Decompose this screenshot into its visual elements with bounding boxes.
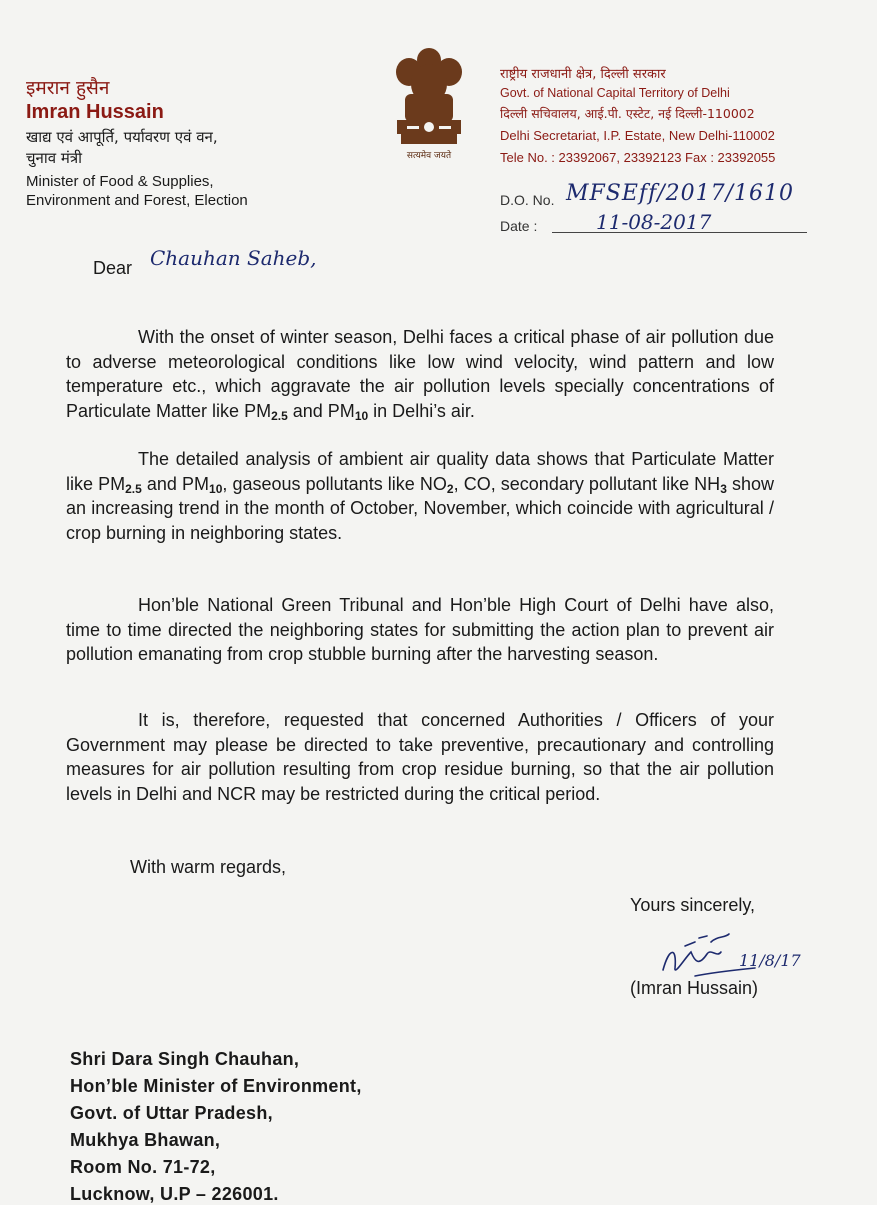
govt-name: Govt. of National Capital Territory of Delhi [500, 86, 730, 100]
office-address-hindi: दिल्ली सचिवालय, आई.पी. एस्टेट, नई दिल्ली-110002 [500, 106, 755, 121]
minister-name-hindi: इमरान हुसैन [26, 77, 110, 99]
signature-date: 11/8/17 [739, 951, 801, 970]
signer-name: (Imran Hussain) [630, 978, 759, 998]
paragraph-2: The detailed analysis of ambient air quality data shows that Particulate Matter like $PM_{2.5}$ and $PM_{10}$, gaseous pollutants like $NO_2$, CO, secondary pollutant like $NH_3$ show an increasing trend in the month of October, November, which coincide with agricultural / crop burning in neighboring states. [66, 449, 774, 543]
phone-fax: Tele No. : 23392067, 23392123 Fax : 23392055 [500, 150, 776, 165]
paragraph-4: It is, therefore, requested that concerned Authorities / Officers of your Government may please be directed to take preventive, precautionary and controlling measures for air pollution resulting from crop residue burning, so that the air pollution levels in Delhi and NCR may be restricted during the critical period. [66, 710, 774, 804]
salutation: Dear [93, 258, 133, 278]
do-number-value: MFSEff/2017/1610 [566, 181, 795, 206]
office-address: Delhi Secretariat, I.P. Estate, New Delhi-110002 [500, 128, 775, 143]
emblem-caption: सत्यमेव जयते [406, 151, 452, 161]
paragraph-1: With the onset of winter season, Delhi faces a critical phase of air pollution due to adverse meteorological conditions like low wind velocity, wind pattern and low temperature etc., which aggravate the air pollution levels specially concentrations of Particulate Matter like $PM_{2.5}$ and $PM_{10}$ in Delhi’s air. [66, 327, 774, 423]
paragraph-3: Hon’ble National Green Tribunal and Hon’ble High Court of Delhi have also, time to time directed the neighboring states for submitting the action plan to prevent air pollution emanating from crop stubble burning after the harvesting season. [66, 595, 774, 664]
recipient-line: Shri Dara Singh Chauhan, [70, 1049, 300, 1069]
date-underline [552, 232, 807, 233]
ministry-hindi-line2: चुनाव मंत्री [26, 149, 82, 167]
recipient-line: Lucknow, U.P – 226001. [70, 1184, 279, 1204]
ministry-line1: Minister of Food & Supplies, [26, 173, 214, 190]
date-label: Date : [500, 218, 538, 234]
date-value: 11-08-2017 [596, 210, 712, 234]
salutation-handwritten: Chauhan Saheb, [150, 246, 317, 270]
recipient-line: Hon’ble Minister of Environment, [70, 1076, 362, 1096]
govt-name-hindi: राष्ट्रीय राजधानी क्षेत्र, दिल्ली सरकार [500, 67, 666, 82]
closing-yours: Yours sincerely, [630, 895, 756, 915]
recipient-line: Govt. of Uttar Pradesh, [70, 1103, 273, 1123]
closing-regards: With warm regards, [130, 857, 287, 877]
minister-name: Imran Hussain [26, 101, 164, 123]
ministry-hindi-line1: खाद्य एवं आपूर्ति, पर्यावरण एवं वन, [26, 128, 218, 146]
ministry-line2: Environment and Forest, Election [26, 192, 248, 209]
do-number-label: D.O. No. [500, 192, 555, 208]
recipient-line: Room No. 71-72, [70, 1157, 216, 1177]
recipient-line: Mukhya Bhawan, [70, 1130, 221, 1150]
